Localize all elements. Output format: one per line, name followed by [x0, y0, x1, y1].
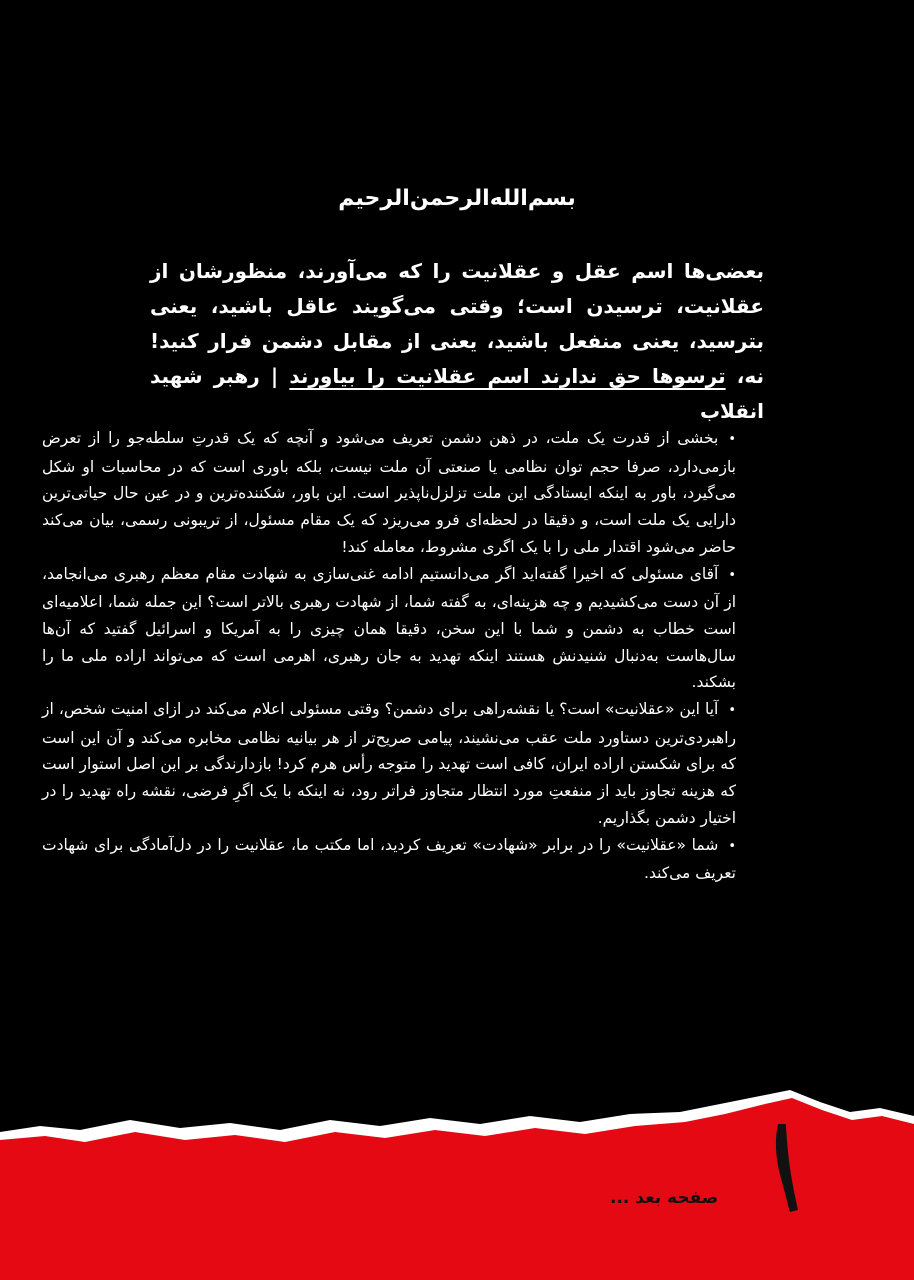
quote-separator: |: [259, 364, 279, 388]
page-number-mark: [764, 1122, 804, 1214]
basmala-heading: بسم‌الله‌الرحمن‌الرحیم: [338, 186, 576, 211]
bullet-text: آیا این «عقلانیت» است؟ یا نقشه‌راهی برای دشمن؟ وقتی مسئولی اعلام می‌کند در ازای امنیت شخص، از راهبردی‌ترین دستاورد ملت عقب می‌نشیند، پیامی صریح‌تر از هر بیانیه نظامی مخابره می‌کند و آن این است که برای شکستن اراده ایران، کافی است تهدید را متوجه رأس هرم کرد! بازدارندگی بر این اصل استوار است که هزینه تجاوز باید از منفعتِ مورد انتظار متجاوز فراتر رود، نه اینکه با یک اگرِ فرضی، نقشه راه تهدید را در اختیار دشمن بگذاریم.: [42, 700, 736, 827]
bullet-icon: •: [728, 703, 736, 719]
bullet-text: بخشی از قدرت یک ملت، در ذهن دشمن تعریف می‌شود و آنچه که یک قدرتِ سلطه‌جو را از تعرض بازمی‌دارد، صرفا حجم توان نظامی یا صنعتی آن ملت نیست، بلکه باوری است که در محاسبات او شکل می‌گیرد، باور به اینکه ایستادگی این ملت تزلزل‌ناپذیر است. این باور، شکننده‌ترین و در عین حال حیاتی‌ترین دارایی یک ملت است، و دقیقا در لحظه‌ای فرو می‌ریزد که یک مقام مسئول، از تریبونی رسمی، بیان می‌کند حاضر می‌شود اقتدار ملی را با یک اگری مشروط، معامله کند!: [42, 429, 736, 556]
bullet-item: [42, 425, 736, 561]
bullet-icon: •: [728, 432, 736, 447]
bullet-item: [42, 696, 736, 832]
quote-text: بعضی‌ها اسم عقل و عقلانیت را که می‌آورند، منظورشان از عقلانیت، ترسیدن است؛ وقتی می‌گویند عاقل باشید، یعنی بترسید، یعنی منفعل باشید، یعنی از مقابل دشمن فرار کنید! نه،: [150, 259, 764, 388]
bullet-item: [42, 561, 736, 697]
next-page-label[interactable]: صفحه بعد ...: [610, 1188, 719, 1208]
bullet-text: آقای مسئولی که اخیرا گفته‌اید اگر می‌دانستیم ادامه غنی‌سازی به شهادت مقام معظم رهبری می‌انجامد، از آن دست می‌کشیدیم و چه هزینه‌ای، به گفته شما، از شهادت رهبری بالاتر است؟ این جمله شما، اعلامیه‌ای است خطاب به دشمن و شما با این سخن، دقیقا همان چیزی را به آمریکا و اسرائیل گفتید که آن‌ها سال‌هاست به‌دنبال شنیدنش هستند اینکه تهدید به جان رهبری، اهرمی است که می‌تواند اراده ملی ما را بشکند.: [42, 564, 736, 692]
quote-underlined-text: ترسوها حق ندارند اسم عقلانیت را بیاورند: [289, 364, 726, 388]
bullet-text: شما «عقلانیت» را در برابر «شهادت» تعریف کردید، اما مکتب ما، عقلانیت را در دل‌آمادگی برای شهادت تعریف می‌کند.: [42, 835, 736, 883]
bullet-list: [42, 425, 736, 887]
bullet-icon: •: [728, 838, 736, 854]
quote-attribution: رهبر شهید انقلاب: [150, 364, 764, 423]
leader-quote: [150, 254, 764, 429]
bullet-item: [42, 832, 736, 887]
page-number-glyph: [776, 1124, 798, 1212]
bullet-icon: •: [728, 567, 736, 583]
